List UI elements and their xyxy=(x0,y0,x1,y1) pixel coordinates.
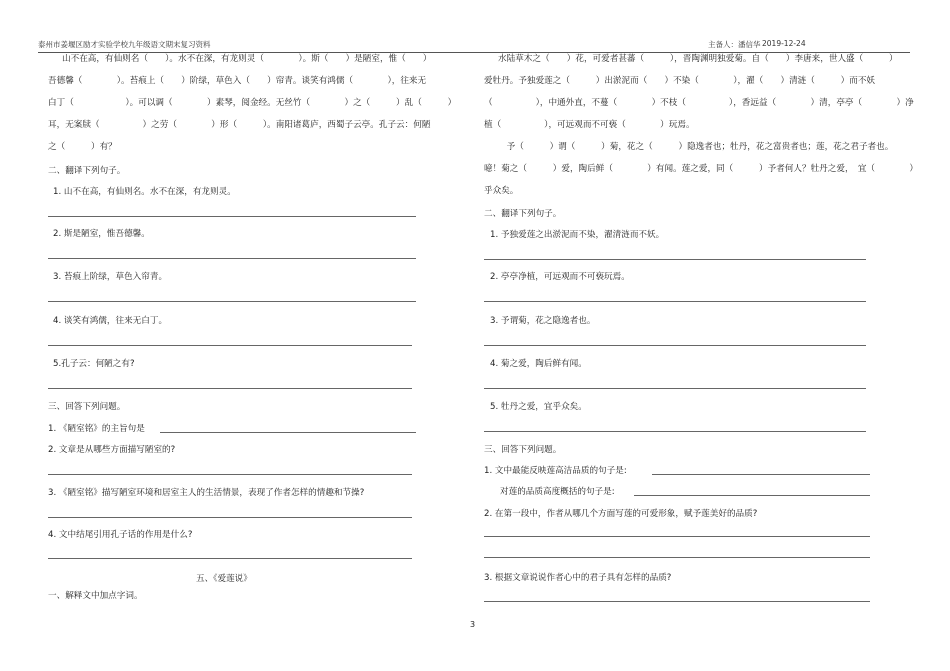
right-translate-q1: 1. 予独爱莲之出淤泥而不染，濯清涟而不妖。 xyxy=(490,230,665,240)
left-translate-q3: 3. 苔痕上阶绿，草色入帘青。 xyxy=(53,272,168,282)
answer-line[interactable] xyxy=(48,474,412,475)
right-translate-q3: 3. 予谓菊，花之隐逸者也。 xyxy=(490,316,596,326)
right-passage-line-7: 乎众矣。 xyxy=(484,186,519,196)
header-date: 2019-12-24 xyxy=(762,39,806,48)
page-number: 3 xyxy=(470,620,476,629)
left-section-explain: 一、解释文中加点字词。 xyxy=(48,591,143,601)
right-question-1b: 对莲的品质高度概括的句子是: xyxy=(500,487,615,497)
answer-line[interactable] xyxy=(484,557,870,558)
header-left: 泰州市姜堰区励才实验学校九年级语文期末复习资料 xyxy=(38,40,211,49)
right-section-translate: 二、翻译下列句子。 xyxy=(484,209,562,219)
right-translate-q2: 2. 亭亭净植，可远观而不可亵玩焉。 xyxy=(490,272,630,282)
left-translate-q5: 5.孔子云：何陋之有? xyxy=(53,359,135,369)
right-translate-q5: 5. 牡丹之爱，宜乎众矣。 xyxy=(490,402,587,412)
answer-line[interactable] xyxy=(160,432,416,433)
header-author: 主备人：潘信华 xyxy=(708,40,761,49)
left-question-1: 1. 《陋室铭》的主旨句是 xyxy=(48,424,145,434)
left-passage-line-3: 白丁（ ）。可以调（ ）素琴，阅金经。无丝竹（ ）之（ ）乱（ ） xyxy=(48,98,457,108)
answer-line[interactable] xyxy=(48,301,416,302)
right-passage-line-5: 予（ ）谓（ ）菊，花之（ ）隐逸者也；牡丹，花之富贵者也；莲，花之君子者也。 xyxy=(498,142,894,152)
right-question-3: 3. 根据文章说说作者心中的君子具有怎样的品质? xyxy=(484,573,672,583)
answer-line[interactable] xyxy=(48,216,416,217)
right-question-2: 2. 在第一段中，作者从哪几个方面写莲的可爱形象，赋予莲美好的品质? xyxy=(484,509,758,519)
answer-line[interactable] xyxy=(48,258,416,259)
answer-line[interactable] xyxy=(48,517,412,518)
answer-line[interactable] xyxy=(48,558,412,559)
answer-line[interactable] xyxy=(484,388,866,389)
right-question-1: 1. 文中最能反映莲高洁品质的句子是: xyxy=(484,466,627,476)
left-question-3: 3. 《陋室铭》描写陋室环境和居室主人的生活情景，表现了作者怎样的情趣和节操? xyxy=(48,488,365,498)
right-passage-line-6: 噫！菊之（ ）爱，陶后鲜（ ）有闻。莲之爱，同（ ）予者何人？牡丹之爱， 宜（ ） xyxy=(484,164,918,174)
left-translate-q2: 2. 斯是陋室，惟吾德馨。 xyxy=(53,229,150,239)
answer-line[interactable] xyxy=(484,345,866,346)
right-passage-line-4: 植（ ），可远观而不可亵（ ）玩焉。 xyxy=(484,120,695,130)
left-section-ailianshuo: 五、《爱莲说》 xyxy=(196,574,252,584)
answer-line[interactable] xyxy=(48,388,412,389)
left-passage-line-1: 山不在高，有仙则名（ ）。水不在深，有龙则灵（ ）。斯（ ）是陋室，惟（ ） xyxy=(62,54,432,64)
left-translate-q1: 1. 山不在高，有仙则名。水不在深，有龙则灵。 xyxy=(53,187,236,197)
left-section-questions: 三、回答下列问题。 xyxy=(48,402,126,412)
right-passage-line-2: 爱牡丹。予独爱莲之（ ）出淤泥而（ ）不染（ ），濯（ ）清涟（ ）而不妖 xyxy=(484,76,876,86)
answer-line[interactable] xyxy=(484,259,866,260)
answer-line[interactable] xyxy=(484,301,866,302)
answer-line[interactable] xyxy=(484,536,870,537)
left-question-4: 4. 文中结尾引用孔子话的作用是什么? xyxy=(48,530,193,540)
answer-line[interactable] xyxy=(484,431,866,432)
left-question-2: 2. 文章是从哪些方面描写陋室的? xyxy=(48,445,176,455)
left-translate-q4: 4. 谈笑有鸿儒，往来无白丁。 xyxy=(53,316,168,326)
left-passage-line-2: 吾德馨（ ）。苔痕上（ ）阶绿，草色入（ ）帘青。谈笑有鸿儒（ ），往来无 xyxy=(48,76,427,86)
left-passage-line-5: 之（ ）有？ xyxy=(48,142,117,152)
answer-line[interactable] xyxy=(634,495,870,496)
answer-line[interactable] xyxy=(48,345,412,346)
answer-line[interactable] xyxy=(652,474,870,475)
right-translate-q4: 4. 菊之爱，陶后鲜有闻。 xyxy=(490,359,587,369)
left-passage-line-4: 耳，无案牍（ ）之劳（ ）形（ ）。南阳诸葛庐，西蜀子云亭。孔子云：何陋 xyxy=(48,120,431,130)
right-section-questions: 三、回答下列问题。 xyxy=(484,445,562,455)
left-section-translate: 二、翻译下列句子。 xyxy=(48,166,126,176)
right-passage-line-3: （ ），中通外直，不蔓（ ）不枝（ ），香远益（ ）清，亭亭（ ）净 xyxy=(484,98,914,108)
answer-line[interactable] xyxy=(484,601,870,602)
right-passage-line-1: 水陆草木之（ ）花，可爱者甚蕃（ ），晋陶渊明独爱菊。自（ ）李唐来，世人盛（ ） xyxy=(498,54,898,64)
